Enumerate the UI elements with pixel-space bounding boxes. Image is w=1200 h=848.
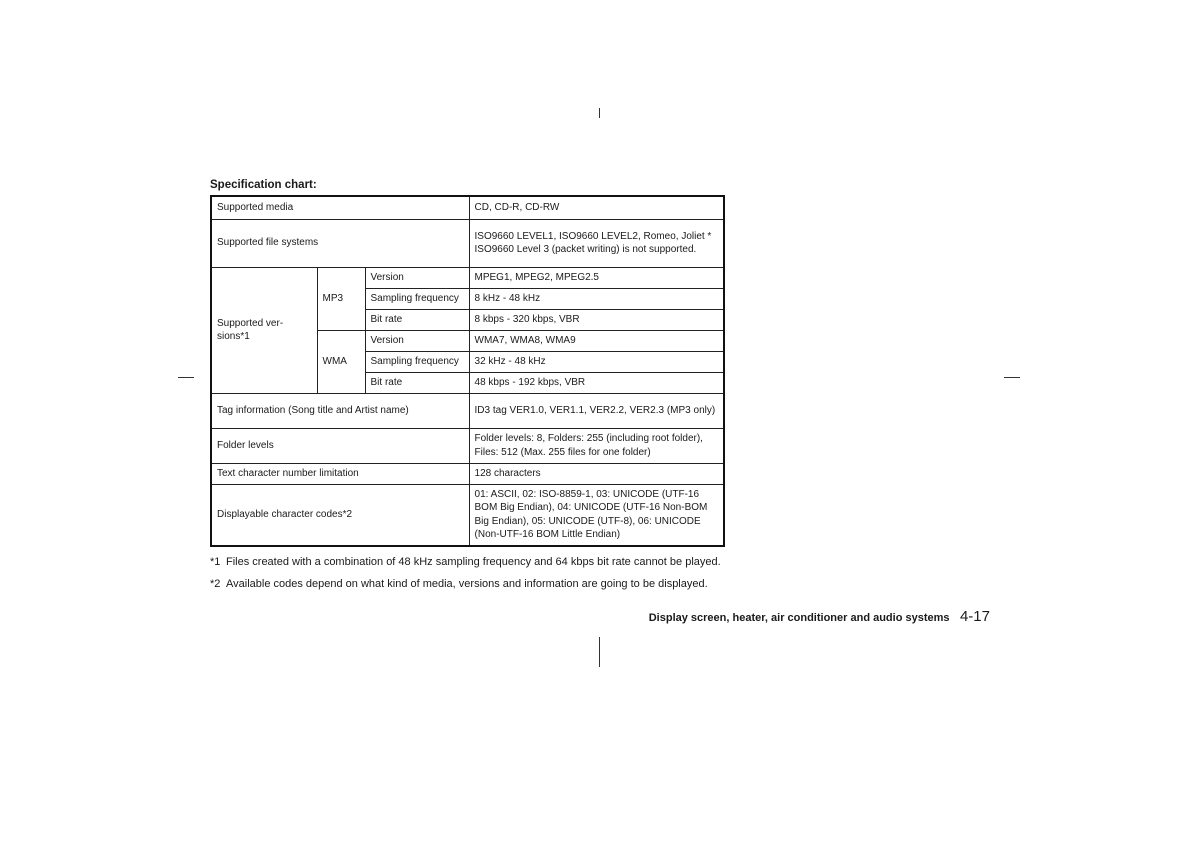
specification-table (210, 195, 725, 547)
format-label: WMA (317, 330, 365, 393)
footnote-text: Files created with a combination of 48 kHz sampling frequency and 64 kbps bit rate cannot be played. (226, 556, 721, 568)
row-label: Supported versions*1 (211, 267, 317, 393)
row-value: 01: ASCII, 02: ISO-8859-1, 03: UNICODE (UTF-16 BOM Big Endian), 04: UNICODE (UTF-16 Non-BOM Big Endian), 05: UNICODE (UTF-8), 06: UNICODE (Non-UTF-16 BOM Little Endian) (469, 484, 724, 546)
crop-mark-left (178, 377, 194, 378)
table-row (211, 219, 724, 267)
page-number: 4-17 (959, 608, 990, 625)
table-row (211, 393, 724, 428)
footer-title: Display screen, heater, air conditioner and audio systems (648, 612, 950, 624)
row-label: Folder levels (211, 428, 469, 463)
row-label: Tag information (Song title and Artist name) (211, 393, 469, 428)
row-value: 128 characters (469, 463, 724, 484)
row-label: Supported media (211, 196, 469, 219)
footnote (210, 555, 723, 570)
sub-label: Version (365, 330, 469, 351)
row-value: 8 kbps - 320 kbps, VBR (469, 309, 724, 330)
table-row (211, 428, 724, 463)
row-value: ID3 tag VER1.0, VER1.1, VER2.2, VER2.3 (MP3 only) (469, 393, 724, 428)
row-value: CD, CD-R, CD-RW (469, 196, 724, 219)
row-value: MPEG1, MPEG2, MPEG2.5 (469, 267, 724, 288)
crop-mark-bottom (599, 637, 600, 667)
row-value: ISO9660 LEVEL1, ISO9660 LEVEL2, Romeo, Joliet * ISO9660 Level 3 (packet writing) is not supported. (469, 219, 724, 267)
footnote-text: Available codes depend on what kind of media, versions and information are going to be displayed. (226, 577, 708, 590)
row-label: Supported file systems (211, 219, 469, 267)
row-label: Displayable character codes*2 (211, 484, 469, 546)
crop-mark-right (1004, 377, 1020, 378)
footnote-mark: *2 (210, 577, 221, 590)
row-value: 8 kHz - 48 kHz (469, 288, 724, 309)
row-value: 48 kbps - 192 kbps, VBR (469, 372, 724, 393)
table-row (211, 267, 724, 288)
sub-label: Sampling frequency (365, 351, 469, 372)
row-label: Text character number limitation (211, 463, 469, 484)
page-footer (649, 608, 990, 626)
table-row (211, 463, 724, 484)
format-label: MP3 (317, 267, 365, 330)
footnote (210, 577, 723, 592)
row-value: WMA7, WMA8, WMA9 (469, 330, 724, 351)
sub-label: Version (365, 267, 469, 288)
table-row (211, 484, 724, 546)
footnote-mark: *1 (210, 556, 221, 568)
sub-label: Bit rate (365, 309, 469, 330)
footnotes (210, 555, 723, 591)
crop-mark-top (599, 108, 600, 118)
row-value: 32 kHz - 48 kHz (469, 351, 724, 372)
sub-label: Bit rate (365, 372, 469, 393)
section-heading: Specification chart: (210, 179, 317, 191)
row-value: Folder levels: 8, Folders: 255 (including root folder), Files: 512 (Max. 255 files for one folder) (469, 428, 724, 463)
table-row (211, 196, 724, 219)
sub-label: Sampling frequency (365, 288, 469, 309)
